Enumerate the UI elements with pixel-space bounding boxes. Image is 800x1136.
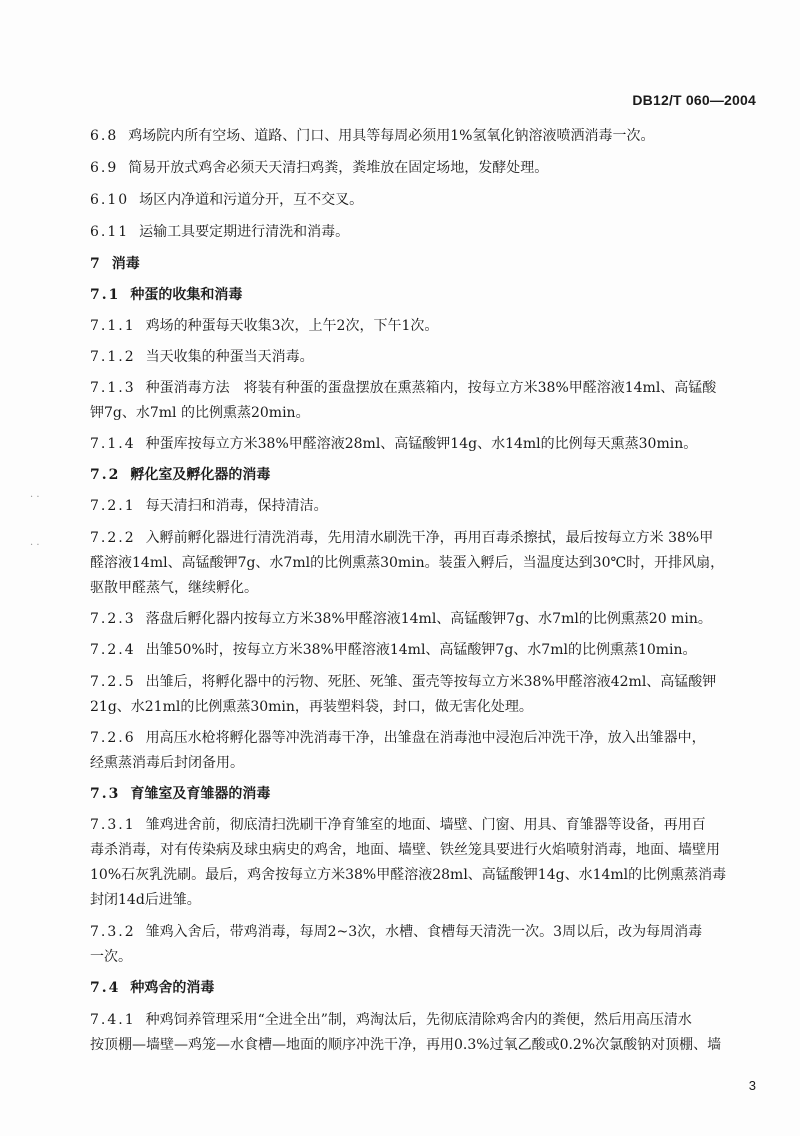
clause-7-3-1-cont: 毒杀消毒，对有传染病及球虫病史的鸡舍，地面、墙壁、铁丝笼具要进行火焰喷射消毒，地面、墙壁用 xyxy=(90,842,720,858)
clause-7-1-3: 7.1.3 种蛋消毒方法 将装有种蛋的蛋盘摆放在熏蒸箱内，按每立方米38%甲醛溶液14ml、高锰酸 xyxy=(90,380,717,396)
document-code: DB12/T 060—2004 xyxy=(632,92,756,108)
clause-6-8: 6.8 鸡场院内所有空场、道路、门口、用具等每周必须用1%氢氧化钠溶液喷洒消毒一次。 xyxy=(90,128,655,144)
clause-7-2-1: 7.2.1 每天清扫和消毒，保持清洁。 xyxy=(90,498,328,514)
section-7-2-heading: 7.2 孵化室及孵化器的消毒 xyxy=(90,467,271,483)
clause-7-1-1: 7.1.1 鸡场的种蛋每天收集3次，上午2次，下午1次。 xyxy=(90,318,439,334)
clause-7-2-4: 7.2.4 出雏50%时，按每立方米38%甲醛溶液14ml、高锰酸钾7g、水7ml的比例熏蒸10min。 xyxy=(90,642,697,658)
section-7-3-heading: 7.3 育雏室及育雏器的消毒 xyxy=(90,786,271,802)
clause-7-3-1: 7.3.1 雏鸡进舍前，彻底清扫洗刷干净育雏室的地面、墙壁、门窗、用具、育雏器等设备，再用百 xyxy=(90,817,706,833)
margin-mark: · · xyxy=(30,540,40,551)
clause-6-9: 6.9 简易开放式鸡舍必须天天清扫鸡粪，粪堆放在固定场地，发酵处理。 xyxy=(90,160,549,176)
clause-7-3-2-cont: 一次。 xyxy=(90,949,132,965)
section-7-1-heading: 7.1 种蛋的收集和消毒 xyxy=(90,287,243,303)
clause-7-2-6: 7.2.6 用高压水枪将孵化器等冲洗消毒干净，出雏盘在消毒池中浸泡后冲洗干净，放入出雏器中， xyxy=(90,730,706,746)
section-7-heading: 7 消毒 xyxy=(90,256,140,272)
clause-7-2-5: 7.2.5 出雏后，将孵化器中的污物、死胚、死雏、蛋壳等按每立方米38%甲醛溶液42ml、高锰酸钾 xyxy=(90,674,717,690)
clause-7-1-3-cont: 钾7g、水7ml 的比例熏蒸20min。 xyxy=(90,405,310,421)
clause-7-3-1-cont: 10%石灰乳洗刷。最后，鸡舍按每立方米38%甲醛溶液28ml、高锰酸钾14g、水14ml的比例熏蒸消毒 xyxy=(90,867,727,883)
clause-7-2-2-cont: 醛溶液14ml、高锰酸钾7g、水7ml的比例熏蒸30min。装蛋入孵后，当温度达到30℃时，开排风扇， xyxy=(90,555,725,571)
clause-6-10: 6.10 场区内净道和污道分开，互不交叉。 xyxy=(90,192,364,208)
clause-7-1-2: 7.1.2 当天收集的种蛋当天消毒。 xyxy=(90,349,314,365)
section-7-4-heading: 7.4 种鸡舍的消毒 xyxy=(90,980,215,996)
clause-7-2-3: 7.2.3 落盘后孵化器内按每立方米38%甲醛溶液14ml、高锰酸钾7g、水7ml的比例熏蒸20 min。 xyxy=(90,611,712,627)
clause-7-2-2-cont: 驱散甲醛蒸气，继续孵化。 xyxy=(90,580,258,596)
clause-7-1-4: 7.1.4 种蛋库按每立方米38%甲醛溶液28ml、高锰酸钾14g、水14ml的比例每天熏蒸30min。 xyxy=(90,436,698,452)
margin-mark: · · xyxy=(30,492,40,503)
page-number: 3 xyxy=(748,1078,756,1093)
clause-7-3-2: 7.3.2 雏鸡入舍后，带鸡消毒，每周2~3次，水槽、食槽每天清洗一次。3周以后，改为每周消毒 xyxy=(90,924,703,940)
clause-6-11: 6.11 运输工具要定期进行清洗和消毒。 xyxy=(90,224,350,240)
clause-7-2-6-cont: 经熏蒸消毒后封闭备用。 xyxy=(90,755,244,771)
clause-7-2-5-cont: 21g、水21ml的比例熏蒸30min，再装塑料袋，封口，做无害化处理。 xyxy=(90,699,533,715)
clause-7-3-1-cont: 封闭14d后进雏。 xyxy=(90,892,201,908)
clause-7-2-2: 7.2.2 入孵前孵化器进行清洗消毒，先用清水刷洗干净，再用百毒杀擦拭，最后按每立方米 38%甲 xyxy=(90,530,714,546)
clause-7-4-1: 7.4.1 种鸡饲养管理采用“全进全出”制，鸡淘汰后，先彻底清除鸡舍内的粪便，然后用高压清水 xyxy=(90,1012,692,1028)
clause-7-4-1-cont: 按顶棚—墙壁—鸡笼—水食槽—地面的顺序冲洗干净，再用0.3%过氧乙酸或0.2%次氯酸钠对顶棚、墙 xyxy=(90,1037,722,1053)
